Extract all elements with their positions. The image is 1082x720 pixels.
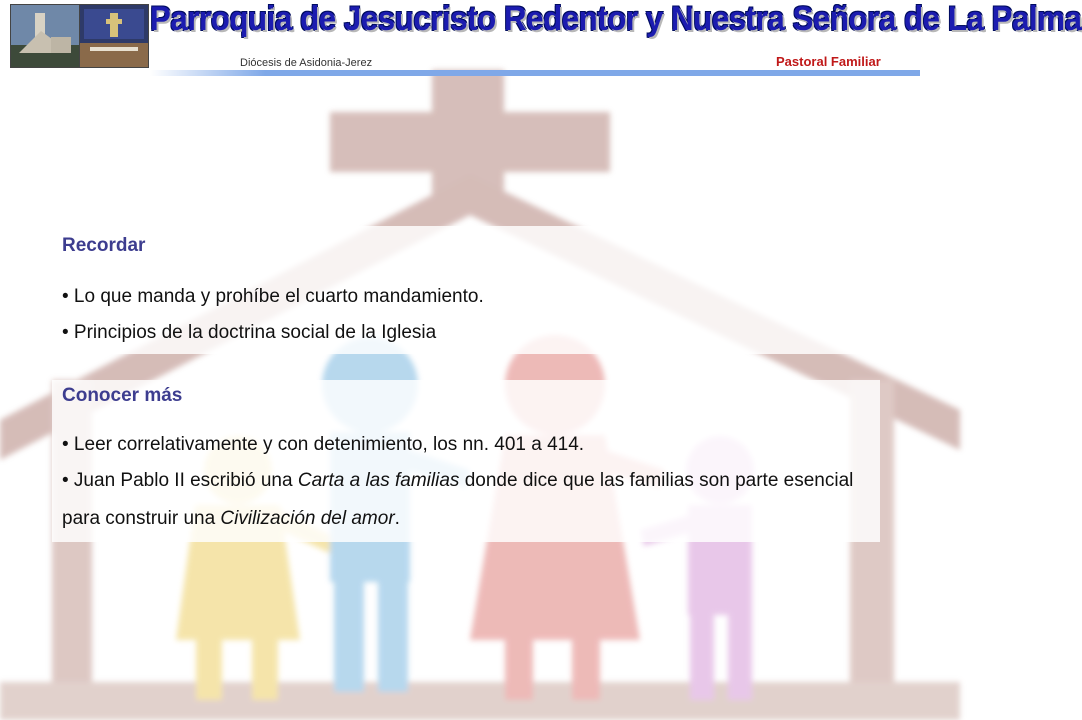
conocer-item-2-end: . xyxy=(394,508,400,529)
conocer-item-2-text: • Juan Pablo II escribió una xyxy=(62,470,298,491)
carta-familias-title: Carta a las familias xyxy=(297,470,460,491)
recordar-item-1: • Lo que manda y prohíbe el cuarto mandamiento. xyxy=(62,286,484,307)
diocese-name: Diócesis de Asidonia-Jerez xyxy=(240,57,373,69)
section-label: Pastoral Familiar xyxy=(776,54,881,69)
church-interior-photo xyxy=(79,4,149,68)
header-rule xyxy=(0,70,960,78)
conocer-item-1: • Leer correlativamente y con detenimiento, los nn. 401 a 414. xyxy=(62,434,585,455)
conocer-item-2 xyxy=(62,462,892,538)
conocer-heading: Conocer más xyxy=(62,385,183,406)
header xyxy=(0,0,1082,80)
conocer-item-2-text-cont: donde dice que las familias son parte esencial para construir una xyxy=(62,470,854,529)
parish-title: Parroquia de Jesucristo Redentor y Nuestra Señora de La Palma xyxy=(150,0,1082,38)
church-exterior-photo xyxy=(10,4,80,68)
civilizacion-amor-phrase: Civilización del amor xyxy=(220,508,395,529)
floor xyxy=(0,682,960,720)
recordar-heading: Recordar xyxy=(62,235,146,256)
recordar-item-2: • Principios de la doctrina social de la Iglesia xyxy=(62,322,437,343)
